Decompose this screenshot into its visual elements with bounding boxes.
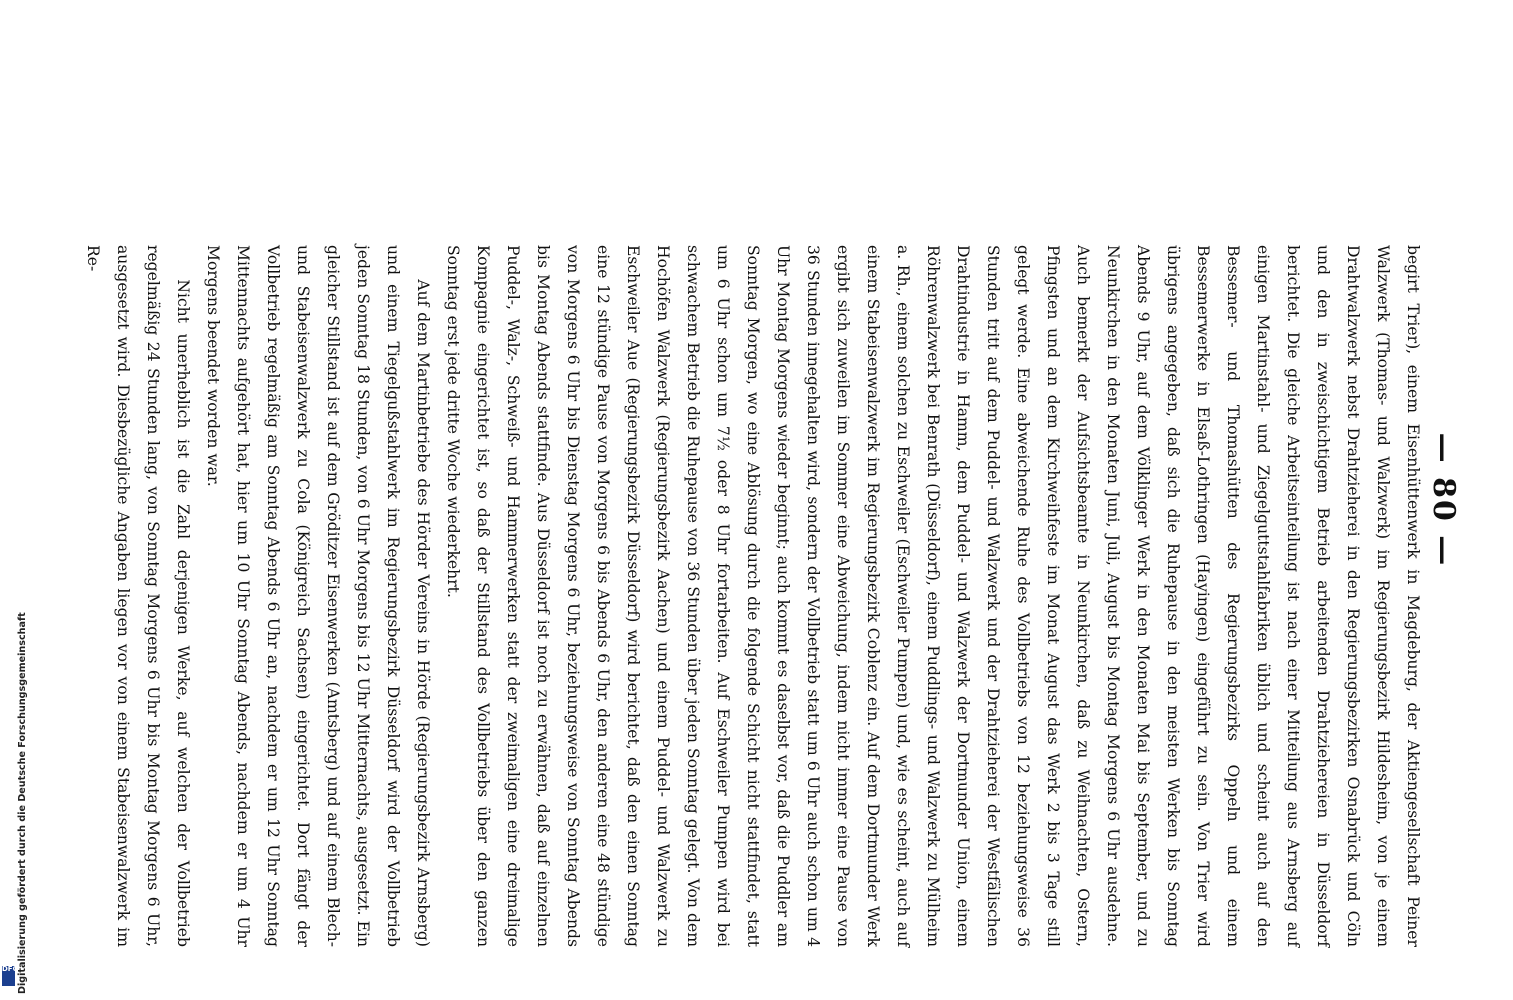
digitization-credit [4, 606, 28, 996]
paragraph-2: Auf dem Martinbetriebe des Hörder Vereins in Hörde (Regierungsbezirk Arnsberg) und einem Tiegelgußstahlwerk im Regierungsbezirk Düsseldorf wird der Vollbetrieb jeden Sonntag 18 Stunden, von 6 Uhr Morgens bis 12 Uhr Mitternachts, ausgesetzt. Ein gleicher Stillstand ist auf dem Gröditzer Eisenwerken (Amtsberg) und auf einem Blech- und Stabeisenwalzwerk zu Cola (Königreich Sachsen) eingerichtet. Dort fängt der Vollbetrieb regelmäßig am Sonntag Abends 6 Uhr an, nachdem er um 12 Uhr Sonntag Mittennachts aufgehört hat, hier um 10 Uhr Sonntag Abends, nachdem er um 4 Uhr Morgens beendet worden war. [204, 245, 432, 947]
paragraph-1: begirt Trier), einem Eisenhüttenwerk in Magdeburg, der Aktiengesellschaft Peiner Walzwerk (Thomas- und Walzwerk) im Regierungsbezirk Hildesheim, von je einem Drahtwalzwerk nebst Drahtzieherei in den Regierungsbezirken Osnabrück und Cöln und den in zweischichtigem Betrieb arbeitenden Drahtziehereien in Düsseldorf berichtet. Die gleiche Arbeitseinteilung ist nach einer Mitteilung aus Arnsberg auf einigen Martinstahl- und Ziegelguttstahlfabriken üblich und scheint auch auf den Bessemer- und Thomashütten des Regierungsbezirks Oppeln und einem Bessemerwerke in Elsaß-Lothringen (Hayingen) eingeführt zu sein. Von Trier wird übrigens angegeben, daß sich die Ruhepause in den meisten Werken bis Sonntag Abends 9 Uhr, auf dem Völklinger Werk in den Monaten Mai bis September, und zu Neunkirchen in den Monaten Juni, Juli, August bis Montag Morgens 6 Uhr ausdehne. Auch bemerkt der Aufsichtsbeamte in Neunkirchen, daß zu Weihnachten, Ostern, Pfingsten und an dem Kirchweihfeste im Monat August das Werk 2 bis 3 Tage still gelegt werde. Eine abweichende Ruhe des Vollbetriebs von 12 beziehungsweise 36 Stunden tritt auf dem Puddel- und Walzwerk und der Drahtzieherei der Westfälischen Drahtindustrie in Hamm, dem Puddel- und Walzwerk der Dortmunder Union, einem Röhrenwalzwerk bei Benrath (Düsseldorf), einem Puddlings- und Walzwerk zu Mülheim a. Rh., einem solchen zu Eschweiler (Eschweiler Pumpen) und, wie es scheint, auch auf einem Stabeisenwalzwerk im Regierungsbezirk Coblenz ein. Auf dem Dortmunder Werk ergibt sich zuweilen im Sommer eine Abweichung, indem nicht immer eine Pause von 36 Stunden innegehalten wird, sondern der Vollbetrieb statt um 6 Uhr auch schon um 4 Uhr Montag Morgens wieder beginnt; auch kommt es daselbst vor, daß die Puddler am Sonntag Morgen, wo eine Ablösung durch die folgende Schicht nicht stattfindet, statt um 6 Uhr schon um 7½ oder 8 Uhr fortarbeiten. Auf Eschweiler Pumpen wird bei schwachem Betrieb die Ruhepause von 36 Stunden über jeden Sonntag gelegt. Von dem Hochöfen Walzwerk (Regierungsbezirk Aachen) und einem Puddel- und Walzwerk zu Eschweiler Aue (Regierungsbezirk Düsseldorf) wird berichtet, daß den einen Sonntag eine 12 stündige Pause von Morgens 6 bis Abends 6 Uhr, den anderen eine 48 stündige von Morgens 6 Uhr bis Dienstag Morgens 6 Uhr, beziehungsweise von Sonntag Abends bis Montag Abends stattfinde. Aus Düsseldorf ist noch zu erwähnen, daß auf einzelnen Puddel-, Walz-, Schweiß- und Hammerwerken statt der zweimaligen eine dreimalige Kompagnie eingerichtet ist, so daß der Stillstand des Vollbetriebs über den ganzen Sonntag erst jede dritte Woche wiederkehrt. [444, 245, 1422, 947]
credit-text: Digitalisierung gefördert durch die Deutsche Forschungsgemeinschaft [17, 612, 28, 994]
page-number: — 80 — [1426, 432, 1461, 568]
dfg-logo-text: DFG [2, 965, 19, 973]
paragraph-3: Nicht unerheblich ist die Zahl derjenigen Werke, auf welchen der Vollbetrieb regelmäßig 24 Stunden lang, von Sonntag Morgens 6 Uhr bis Montag Morgens 6 Uhr, ausgesetzt wird. Diesbezügliche Angaben liegen vor von einem Stabeisenwalzwerk im Re- [84, 245, 192, 947]
body-text [84, 245, 1428, 947]
dfg-logo [2, 965, 19, 986]
